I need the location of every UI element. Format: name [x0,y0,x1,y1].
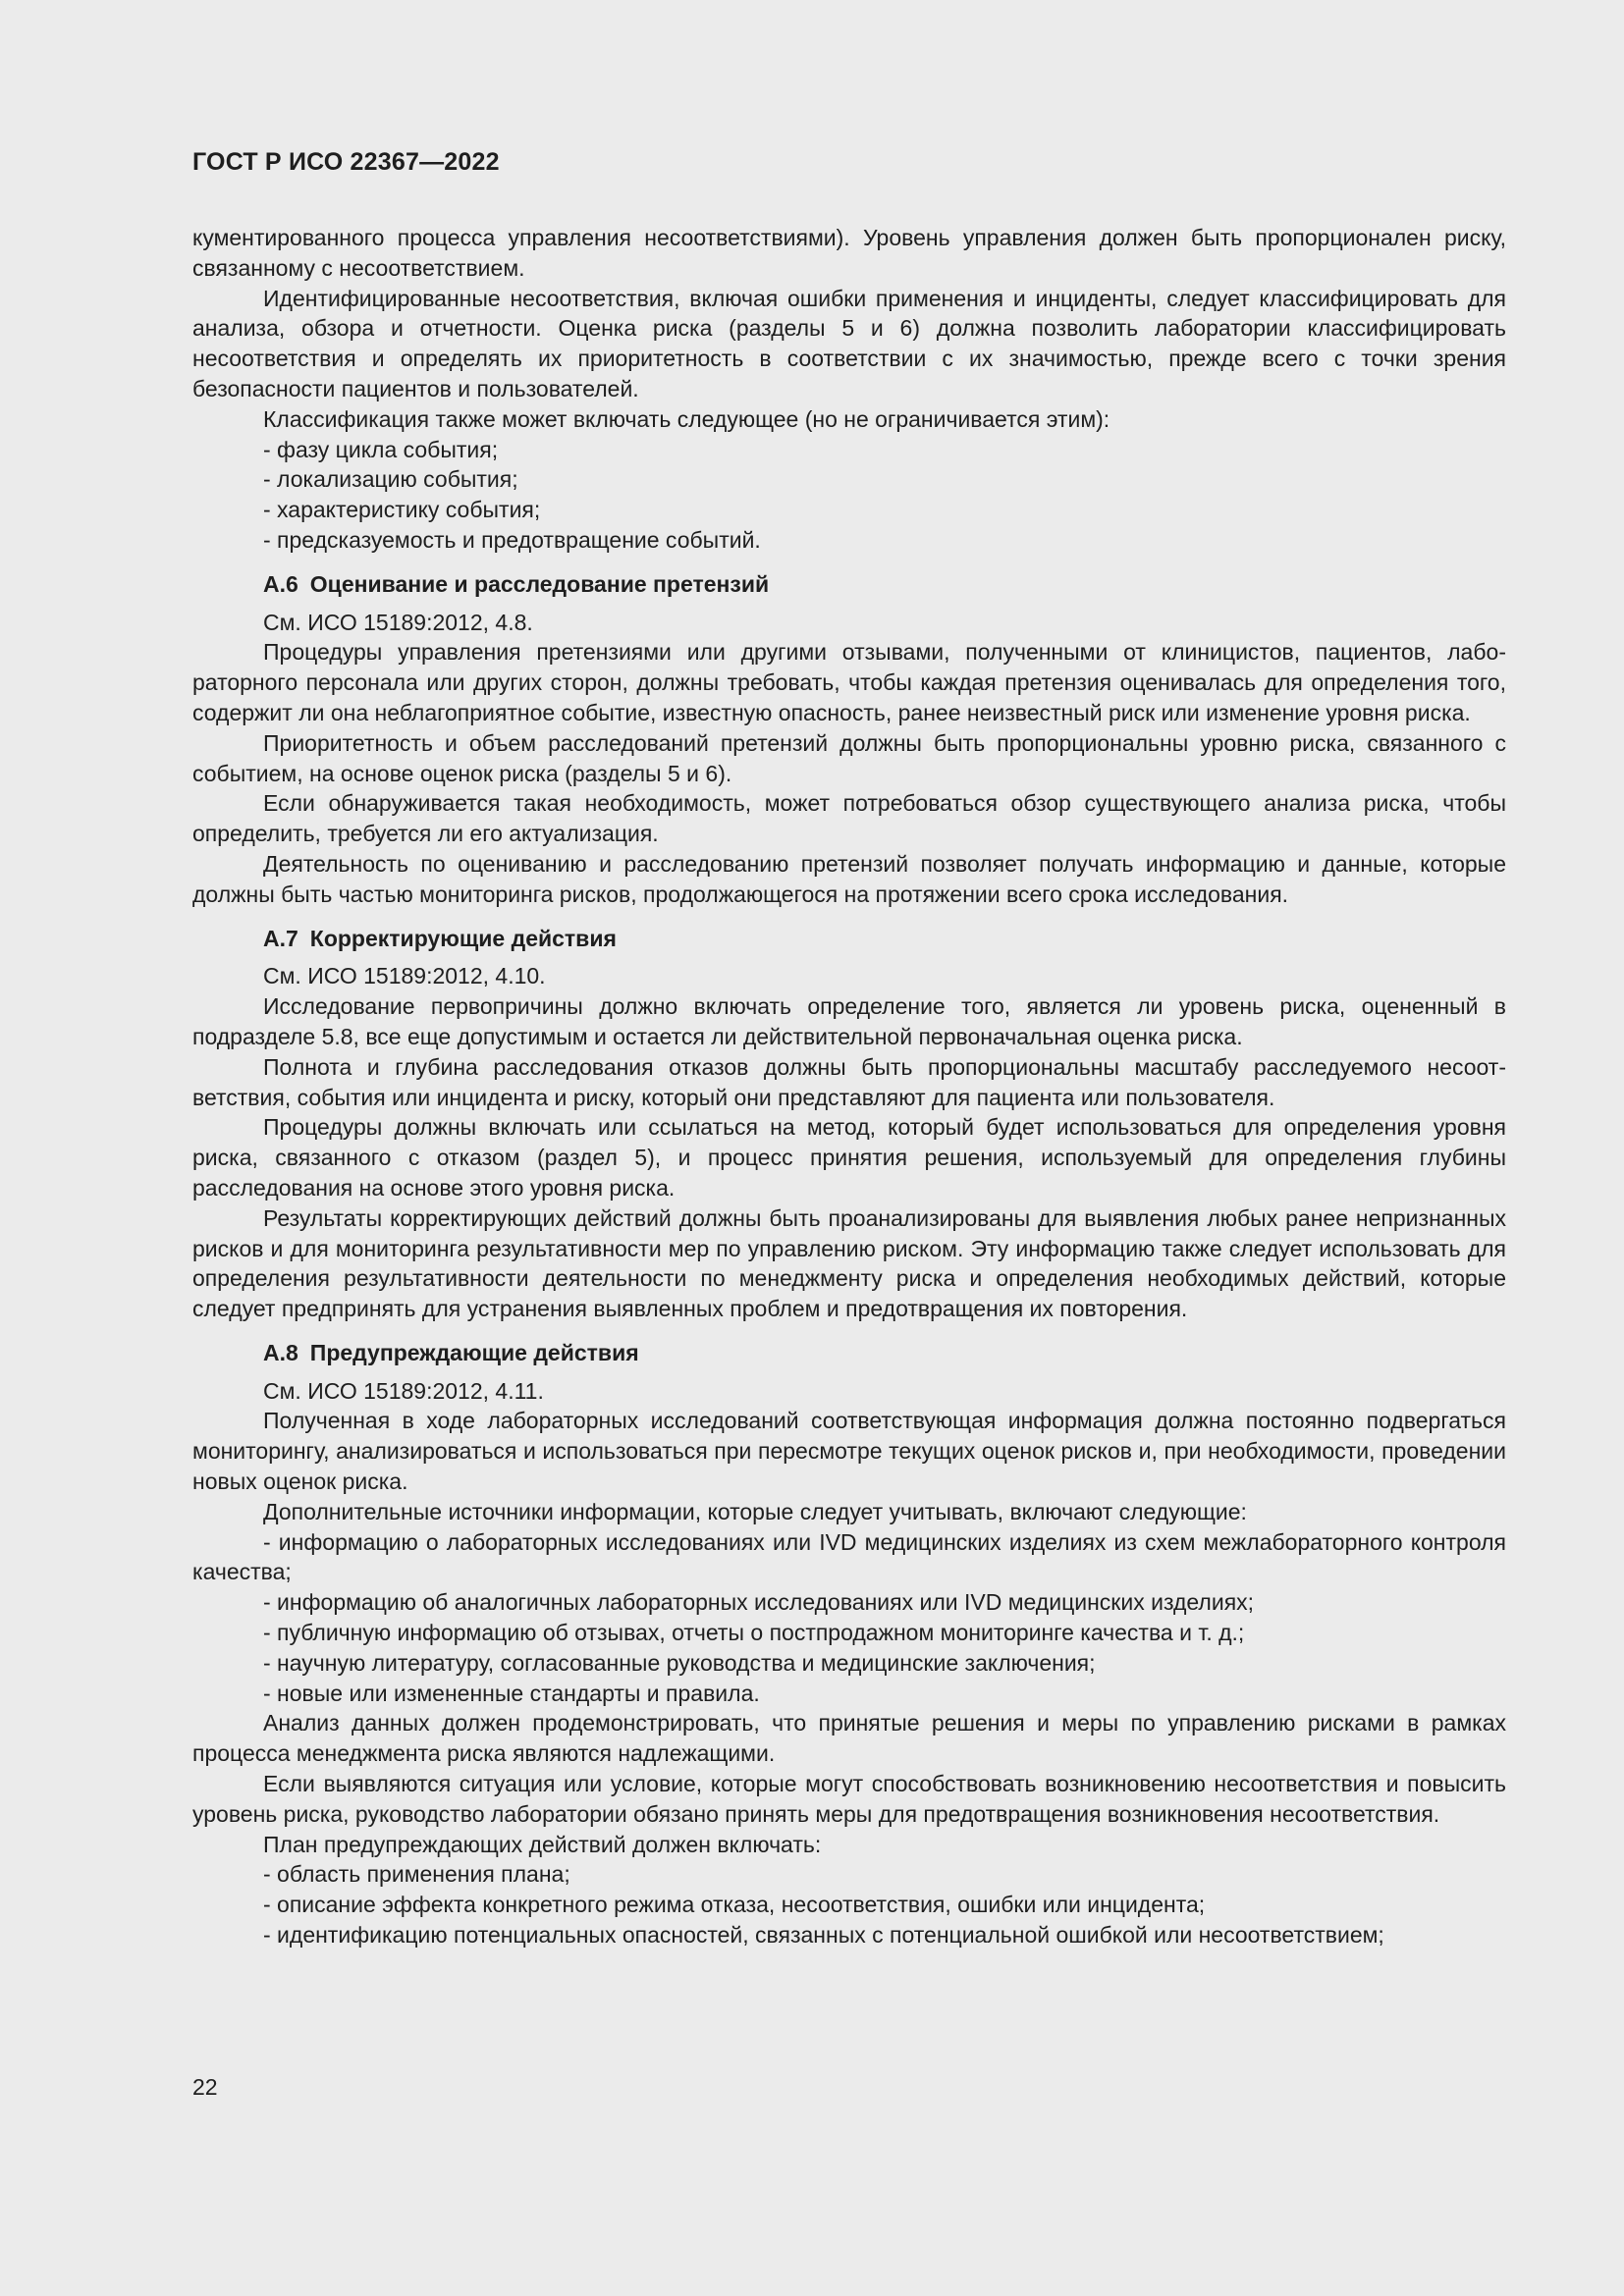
reference-line: См. ИСО 15189:2012, 4.11. [263,1377,544,1404]
page-number: 22 [192,2074,218,2100]
section-heading-a6 [192,569,1506,600]
document-header: ГОСТ Р ИСО 22367—2022 [192,148,500,176]
paragraph: Приоритетность и объем расследований претензий должны быть пропорциональны уровню риска, связанного с событием, на основе оценок риска (разделы 5 и 6). [192,729,1506,786]
paragraph: Деятельность по оцениванию и расследованию претензий позволяет получать информацию и данные, которые должны быть частью мониторинга рисков, продолжающегося на протяжении всего срока исследования. [192,850,1506,907]
paragraph: Если выявляются ситуация или условие, которые могут способствовать возникновению несоответствия и повысить уровень риска, руководство лаборатории обязано принять меры для предотвращения возникновения несоответствия. [192,1771,1506,1827]
list-item: - публичную информацию об отзывах, отчеты о постпродажном мониторинге качества и т. д.; [263,1620,1245,1646]
paragraph: Анализ данных должен продемонстрировать, что принятые решения и меры по управлению рисками в рамках процесса менеджмента риска являются надлежащими. [192,1710,1506,1767]
list-item: - локализацию события; [263,466,518,493]
paragraph: План предупреждающих действий должен включать: [263,1831,822,1857]
list-item: - информацию о лабораторных исследованиях или IVD медицинских изделиях из схем межлабораторного контроля качества; [192,1528,1506,1585]
paragraph: кументированного процесса управления несоответствиями). Уровень управления должен быть пропорционален риску, связанному с несоответствием. [192,225,1506,281]
list-item: - новые или измененные стандарты и правила. [263,1680,760,1706]
document-body [192,223,1506,1950]
section-number: А.6 [263,570,298,597]
paragraph: Процедуры управления претензиями или другими отзывами, полученными от клиницистов, пациентов, лабораторного персонала или других сторон, должны требовать, чтобы каждая претензия оценивалась для определения того, содержит ли она неблагоприятное событие, известную опасность, ранее неизвестный риск или изменение уровня риска. [192,639,1506,725]
paragraph: Исследование первопричины должно включать определение того, является ли уровень риска, оцененный в подразделе 5.8, все еще допустимым и остается ли действительной первоначальная оценка риска. [192,993,1506,1049]
paragraph: Идентифицированные несоответствия, включая ошибки применения и инциденты, следует классифицировать для анализа, обзора и отчетности. Оценка риска (разделы 5 и 6) должна позволить лаборатории классифицировать несоответствия и определять их приоритетность в соответствии с их значимостью, прежде всего с точки зрения безопасности пациентов и пользователей. [192,285,1506,401]
list-item: - идентификацию потенциальных опасностей, связанных с потенциальной ошибкой или несоответствием; [263,1922,1384,1949]
list-item: - научную литературу, согласованные руководства и медицинские заключения; [263,1649,1096,1676]
paragraph: Классификация также может включать следующее (но не ограничивается этим): [263,405,1110,432]
list-item: - область применения плана; [263,1861,570,1888]
reference-line: См. ИСО 15189:2012, 4.10. [263,963,546,989]
paragraph: Полученная в ходе лабораторных исследований соответствующая информация должна постоянно подвергаться мониторингу, анализироваться и использоваться при пересмотре текущих оценок рисков и, при необходимости, проведении новых оценок риска. [192,1408,1506,1495]
section-heading-a8 [192,1338,1506,1368]
list-item: - предсказуемость и предотвращение событий. [263,526,761,553]
paragraph: Дополнительные источники информации, которые следует учитывать, включают следующие: [263,1498,1247,1524]
section-title: Корректирующие действия [309,925,617,951]
section-heading-a7 [192,924,1506,954]
section-title: Предупреждающие действия [309,1339,639,1365]
list-item: - информацию об аналогичных лабораторных исследованиях или IVD медицинских изделиях; [263,1589,1255,1616]
list-item: - фазу цикла события; [263,436,499,462]
paragraph: Если обнаруживается такая необходимость, может потребоваться обзор существующего анализа риска, чтобы определить, требуется ли его актуализация. [192,790,1506,847]
section-number: А.8 [263,1339,298,1365]
list-item: - характеристику события; [263,497,541,523]
section-number: А.7 [263,925,298,951]
reference-line: См. ИСО 15189:2012, 4.8. [263,609,533,635]
paragraph: Результаты корректирующих действий должны быть проанализированы для выявления любых ранее непризнанных рисков и для мониторинга результативности мер по управлению риском. Эту информацию также следует использовать для определения результативности деятельности по менеджменту риска и определения необходимых действий, которые следует предпринять для устранения выявленных проблем и предотвращения их повторения. [192,1204,1506,1322]
list-item: - описание эффекта конкретного режима отказа, несоответствия, ошибки или инцидента; [263,1892,1206,1918]
paragraph: Процедуры должны включать или ссылаться на метод, который будет использоваться для определения уровня риска, связанного с отказом (раздел 5), и процесс принятия решения, используемый для определения глубины расследования на основе этого уровня риска. [192,1114,1506,1201]
paragraph: Полнота и глубина расследования отказов должны быть пропорциональны масштабу расследуемого несоответствия, события или инцидента и риску, который они представляют для пациента или пользователя. [192,1053,1506,1110]
section-title: Оценивание и расследование претензий [309,570,770,597]
